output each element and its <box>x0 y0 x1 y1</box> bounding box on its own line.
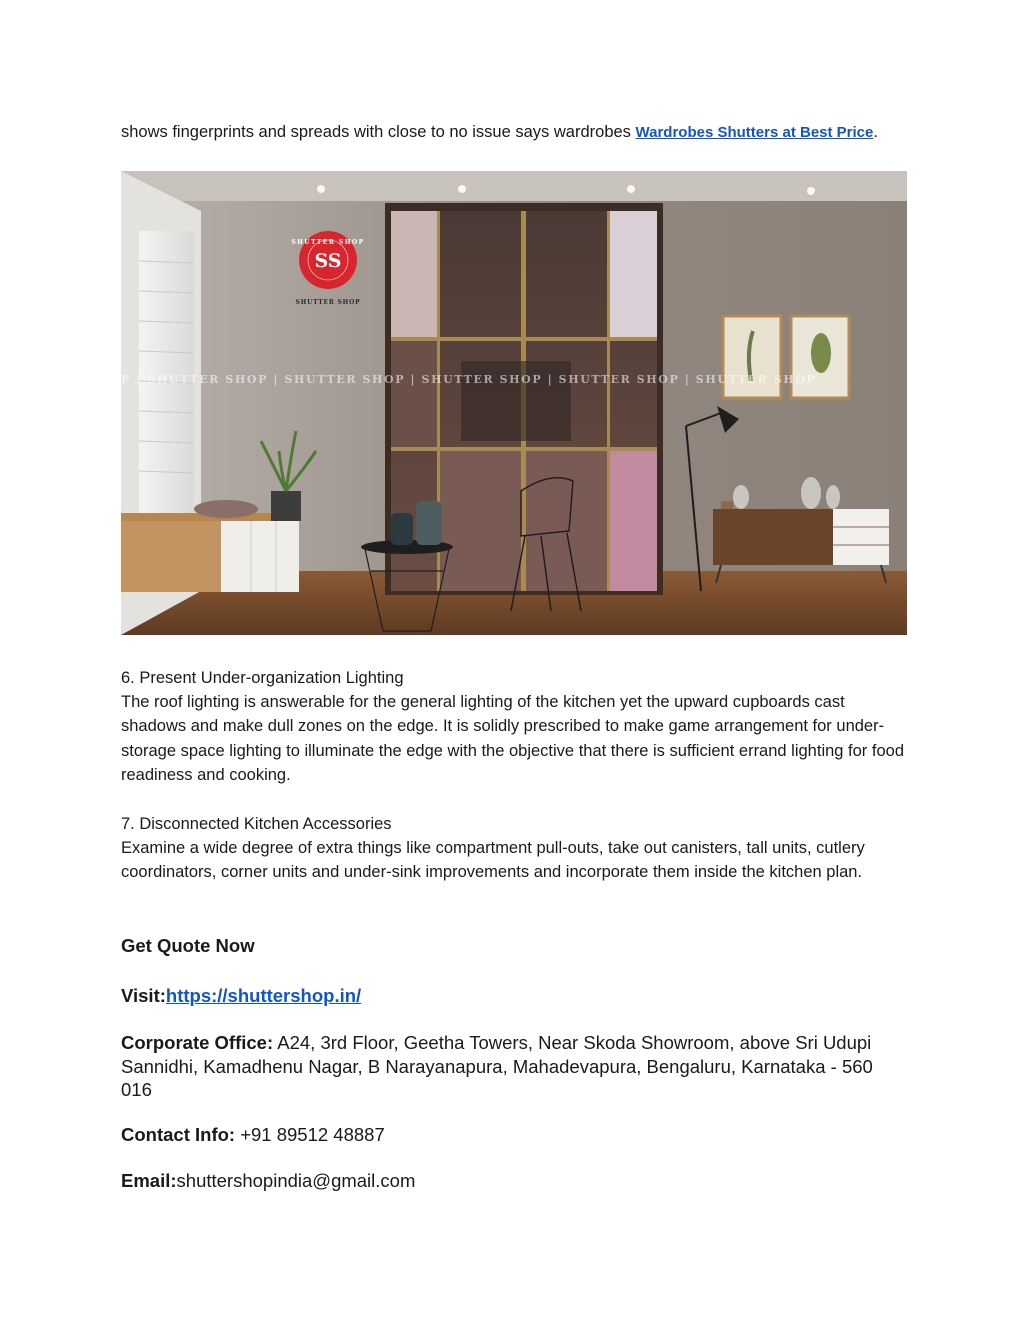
wardrobes-shutters-link[interactable]: Wardrobes Shutters at Best Price <box>635 124 874 141</box>
intro-text: shows fingerprints and spreads with close to no issue says wardrobes <box>121 123 636 141</box>
section-7-body: Examine a wide degree of extra things like compartment pull-outs, take out canisters, tall units, cutlery coordinators, corner units and under-sink improvements and incorporate them inside the kitchen plan. <box>121 839 865 882</box>
corporate-office <box>121 1031 907 1102</box>
visit-label: Visit: <box>121 985 166 1006</box>
email-info <box>121 1169 907 1193</box>
svg-text:SHUTTER SHOP: SHUTTER SHOP <box>295 299 361 306</box>
email-label: Email: <box>121 1170 177 1191</box>
section-7-title: 7. Disconnected Kitchen Accessories <box>121 815 392 833</box>
wardrobe-photo <box>121 171 907 635</box>
section-6-title: 6. Present Under-organization Lighting <box>121 669 404 687</box>
email-address: shuttershopindia@gmail.com <box>176 1170 416 1191</box>
watermark-text: P | SHUTTER SHOP | SHUTTER SHOP | SHUTTER SHOP | SHUTTER SHOP | SHUTTER SHOP <box>121 373 817 386</box>
website-link[interactable]: https://shuttershop.in/ <box>165 985 362 1006</box>
get-quote-heading: Get Quote Now <box>121 935 255 956</box>
contact-phone: +91 89512 48887 <box>235 1124 385 1145</box>
section-6-body: The roof lighting is answerable for the general lighting of the kitchen yet the upward cupboards cast shadows and make dull zones on the edge. It is solidly prescribed to make game arrangement for under-storage space lighting to illuminate the edge with the objective that there is sufficient errand lighting for food readiness and cooking. <box>121 693 905 784</box>
section-kitchen-accessories <box>121 812 907 885</box>
contact-label: Contact Info: <box>121 1124 236 1145</box>
office-address: A24, 3rd Floor, Geetha Towers, Near Skoda Showroom, above Sri Udupi Sannidhi, Kamadhenu Nagar, B Narayanapura, Mahadevapura, Bengaluru, Karnataka - 560 016 <box>121 1032 873 1100</box>
visit-line <box>121 985 361 1007</box>
section-under-organization-lighting <box>121 666 907 787</box>
contact-info <box>121 1123 907 1147</box>
svg-text:SHUTTER SHOP: SHUTTER SHOP <box>291 239 365 246</box>
svg-text:SS: SS <box>314 250 342 272</box>
office-label: Corporate Office: <box>121 1032 274 1053</box>
intro-period: . <box>873 123 878 141</box>
intro-paragraph <box>121 120 907 145</box>
